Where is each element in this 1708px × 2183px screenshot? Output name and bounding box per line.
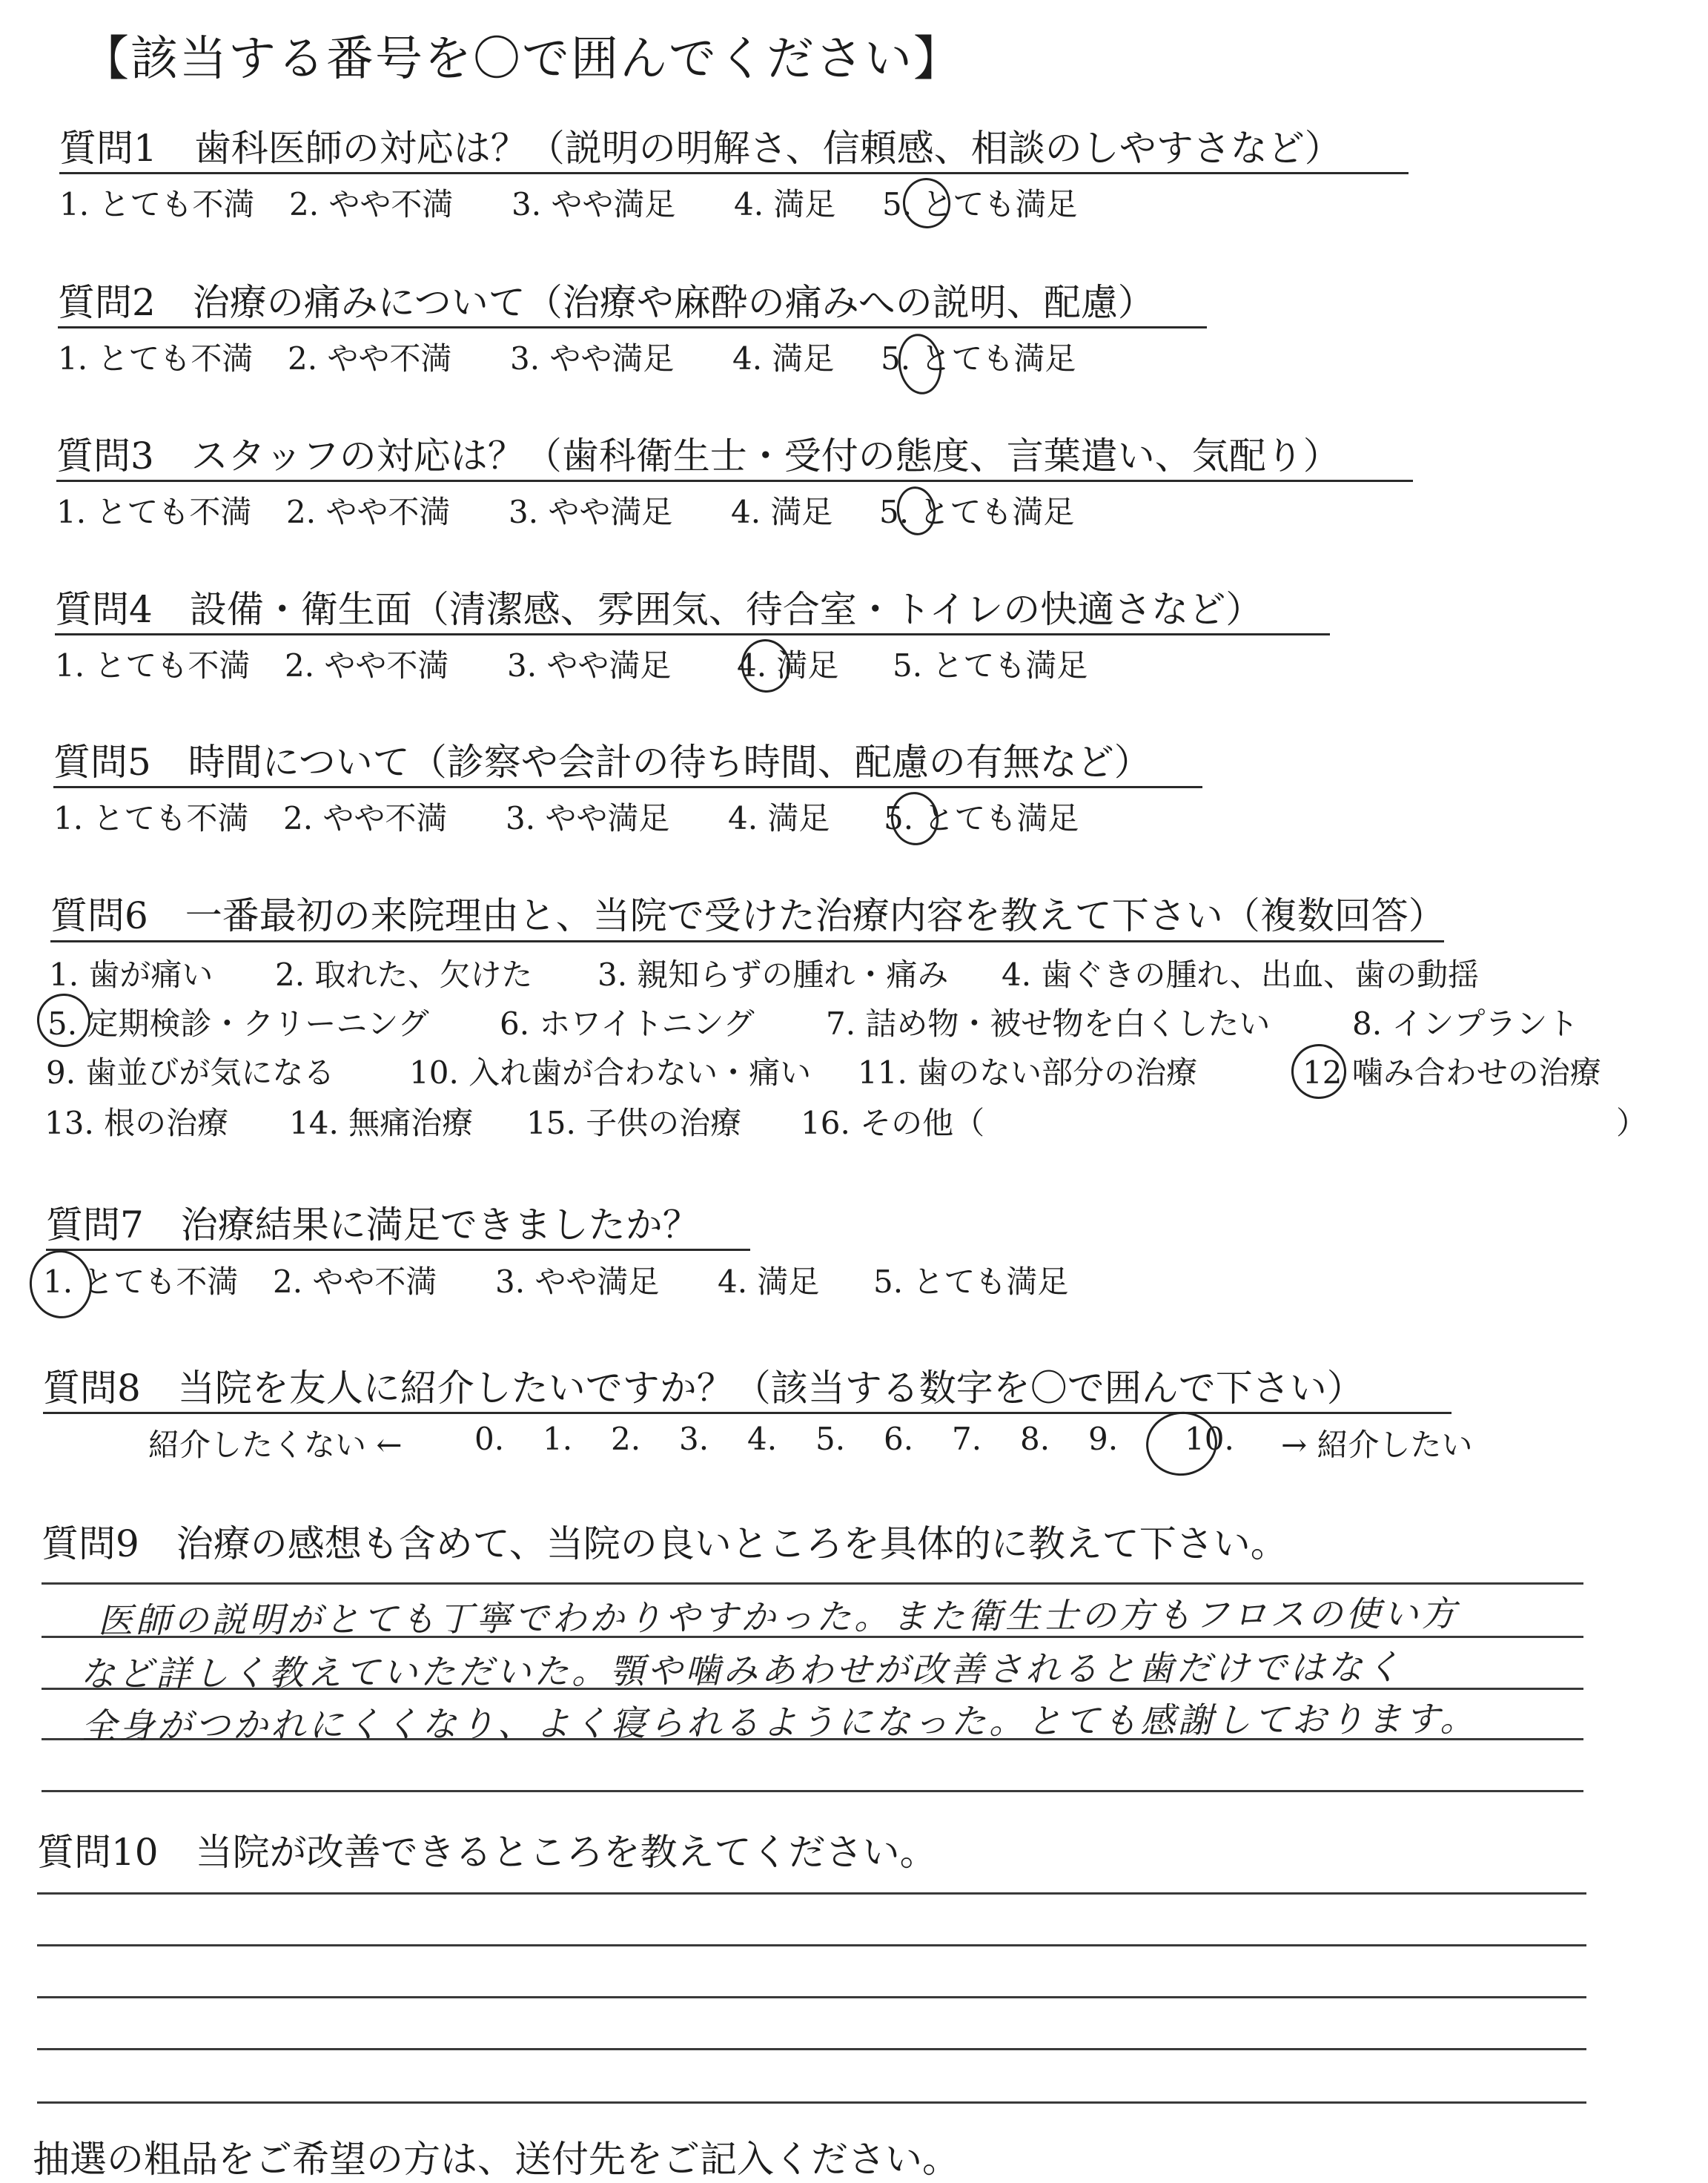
question-6-row-3 [46, 1048, 1601, 1093]
question-2-underline [58, 326, 1207, 328]
question-6-row-1 [49, 951, 1479, 995]
q6-option-8[interactable]: 8. インプラント [1352, 1005, 1579, 1042]
q1-option-2[interactable]: 2. やや不満 [289, 186, 454, 222]
question-4-underline [55, 633, 1330, 635]
q7-option-1[interactable]: 1. とても不満 [43, 1264, 239, 1300]
question-8-label: 質問8 当院を友人に紹介したいですか？（該当する数字を〇で囲んで下さい） [43, 1367, 1364, 1410]
q1-option-1[interactable]: 1. とても不満 [59, 186, 255, 222]
q5-option-5[interactable]: 5. とても満足 [884, 800, 1079, 836]
q3-option-4[interactable]: 4. 満足 [731, 494, 833, 530]
q8-scale-6[interactable]: 6. [884, 1421, 914, 1457]
q10-answer-line-5 [37, 2101, 1586, 2104]
footer-note: 抽選の粗品をご希望の方は、送付先をご記入ください。 [33, 2138, 959, 2181]
q3-option-3[interactable]: 3. やや満足 [509, 494, 673, 530]
question-7-underline [46, 1249, 750, 1251]
q9-handwritten-line-1: 医師の説明がとても丁寧でわかりやすかった。また衛生士の方もフロスの使い方 [97, 1594, 1460, 1642]
q10-answer-line-3 [37, 1996, 1586, 1998]
q3-option-5[interactable]: 5. とても満足 [879, 494, 1075, 530]
q8-scale-2[interactable]: 2. [611, 1421, 641, 1457]
q6-option-3[interactable]: 3. 親知らずの腫れ・痛み [598, 957, 949, 993]
question-5-label: 質問5 時間について（診察や会計の待ち時間、配慮の有無など） [53, 741, 1151, 784]
question-3-underline [56, 480, 1413, 482]
question-4-label: 質問4 設備・衛生面（清潔感、雰囲気、待合室・トイレの快適さなど） [55, 588, 1263, 631]
question-7-options [43, 1258, 1068, 1302]
q4-option-2[interactable]: 2. やや不満 [285, 647, 449, 684]
q3-option-2[interactable]: 2. やや不満 [286, 494, 451, 530]
q6-option-6[interactable]: 6. ホワイトニング [500, 1005, 755, 1042]
q2-option-2[interactable]: 2. やや不満 [288, 340, 452, 377]
question-6-label: 質問6 一番最初の来院理由と、当院で受けた治療内容を教えて下さい（複数回答） [50, 894, 1446, 937]
q10-answer-line-4 [37, 2048, 1586, 2050]
q5-option-1[interactable]: 1. とても不満 [53, 800, 249, 836]
q6-option-10[interactable]: 10. 入れ歯が合わない・痛い [409, 1054, 812, 1091]
q8-scale-4[interactable]: 4. [747, 1421, 778, 1457]
q4-option-5[interactable]: 5. とても満足 [893, 647, 1088, 684]
q1-option-4[interactable]: 4. 満足 [734, 186, 836, 222]
q9-handwritten-line-3: 全身がつかれにくくなり、よく寝られるようになった。とても感謝しております。 [81, 1699, 1478, 1747]
q6-option-14[interactable]: 14. 無痛治療 [289, 1105, 474, 1141]
q5-option-2[interactable]: 2. やや不満 [283, 800, 448, 836]
q8-left-label: 紹介したくない ← [148, 1427, 403, 1463]
question-5-underline [53, 786, 1202, 788]
q6-option-16[interactable]: 16. その他（ [801, 1105, 985, 1141]
q8-scale-7[interactable]: 7. [952, 1421, 982, 1457]
question-8-scale [148, 1421, 1473, 1465]
q8-right-label: → 紹介したい [1281, 1427, 1473, 1463]
question-8-underline [43, 1412, 1452, 1414]
q10-answer-line-2 [37, 1944, 1586, 1946]
q4-option-4[interactable]: 4. 満足 [737, 647, 839, 684]
q2-option-4[interactable]: 4. 満足 [732, 340, 835, 377]
q5-option-3[interactable]: 3. やや満足 [506, 800, 670, 836]
question-6-underline [50, 940, 1444, 942]
q3-option-1[interactable]: 1. とても不満 [56, 494, 252, 530]
q6-option-13[interactable]: 13. 根の治療 [44, 1105, 229, 1141]
q6-other-close-paren: ） [1616, 1105, 1648, 1141]
q8-scale-1[interactable]: 1. [543, 1421, 573, 1457]
q1-option-3[interactable]: 3. やや満足 [512, 186, 676, 222]
question-4-options [55, 641, 1088, 686]
question-7-label: 質問7 治療結果に満足できましたか？ [46, 1203, 700, 1246]
question-6-row-2 [47, 1000, 1578, 1044]
q7-option-3[interactable]: 3. やや満足 [495, 1264, 660, 1300]
q4-option-3[interactable]: 3. やや満足 [507, 647, 672, 684]
q7-option-4[interactable]: 4. 満足 [718, 1264, 820, 1300]
q8-scale-8[interactable]: 8. [1020, 1421, 1050, 1457]
q6-option-2[interactable]: 2. 取れた、欠けた [275, 957, 533, 993]
q9-answer-line-1 [42, 1582, 1583, 1585]
q4-option-1[interactable]: 1. とても不満 [55, 647, 251, 684]
q8-scale-3[interactable]: 3. [679, 1421, 709, 1457]
q2-option-5[interactable]: 5. とても満足 [881, 340, 1076, 377]
q7-option-2[interactable]: 2. やや不満 [273, 1264, 437, 1300]
q8-scale-5[interactable]: 5. [815, 1421, 846, 1457]
q8-selection-circle [1142, 1407, 1221, 1481]
q10-answer-line-1 [37, 1892, 1586, 1895]
question-1-underline [59, 172, 1409, 174]
q7-option-5[interactable]: 5. とても満足 [873, 1264, 1069, 1300]
q6-option-12[interactable]: 12 噛み合わせの治療 [1302, 1054, 1601, 1091]
q6-option-11[interactable]: 11. 歯のない部分の治療 [858, 1054, 1198, 1091]
q2-option-1[interactable]: 1. とても不満 [58, 340, 254, 377]
q8-scale-0[interactable]: 0. [474, 1421, 505, 1457]
q6-option-4[interactable]: 4. 歯ぐきの腫れ、出血、歯の動揺 [1002, 957, 1479, 993]
question-2-label: 質問2 治療の痛みについて（治療や麻酔の痛みへの説明、配慮） [58, 281, 1155, 324]
q6-option-15[interactable]: 15. 子供の治療 [526, 1105, 742, 1141]
q9-answer-line-5 [42, 1790, 1583, 1792]
q9-handwritten-line-2: など詳しく教えていただいた。顎や噛みあわせが改善されると歯だけではなく [79, 1647, 1404, 1695]
question-10-label: 質問10 当院が改善できるところを教えてください。 [37, 1831, 937, 1874]
q8-scale-9[interactable]: 9. [1088, 1421, 1119, 1457]
q6-option-9[interactable]: 9. 歯並びが気になる [46, 1054, 335, 1091]
q6-option-7[interactable]: 7. 詰め物・被せ物を白くしたい [826, 1005, 1271, 1042]
q8-scale-10[interactable]: 10. [1185, 1421, 1234, 1457]
q1-option-5[interactable]: 5. とても満足 [882, 186, 1078, 222]
q6-option-1[interactable]: 1. 歯が痛い [49, 957, 214, 993]
q2-option-3[interactable]: 3. やや満足 [510, 340, 675, 377]
question-9-label: 質問9 治療の感想も含めて、当院の良いところを具体的に教えて下さい。 [42, 1522, 1288, 1565]
question-6-row-4 [44, 1099, 1647, 1143]
question-3-label: 質問3 スタッフの対応は？（歯科衛生士・受付の態度、言葉遣い、気配り） [56, 435, 1340, 478]
q6-option-5[interactable]: 5. 定期検診・クリーニング [47, 1005, 429, 1042]
form-title: 【該当する番号を〇で囲んでください】 [82, 32, 962, 87]
question-1-label: 質問1 歯科医師の対応は？（説明の明解さ、信頼感、相談のしやすさなど） [59, 127, 1342, 170]
q5-option-4[interactable]: 4. 満足 [728, 800, 830, 836]
